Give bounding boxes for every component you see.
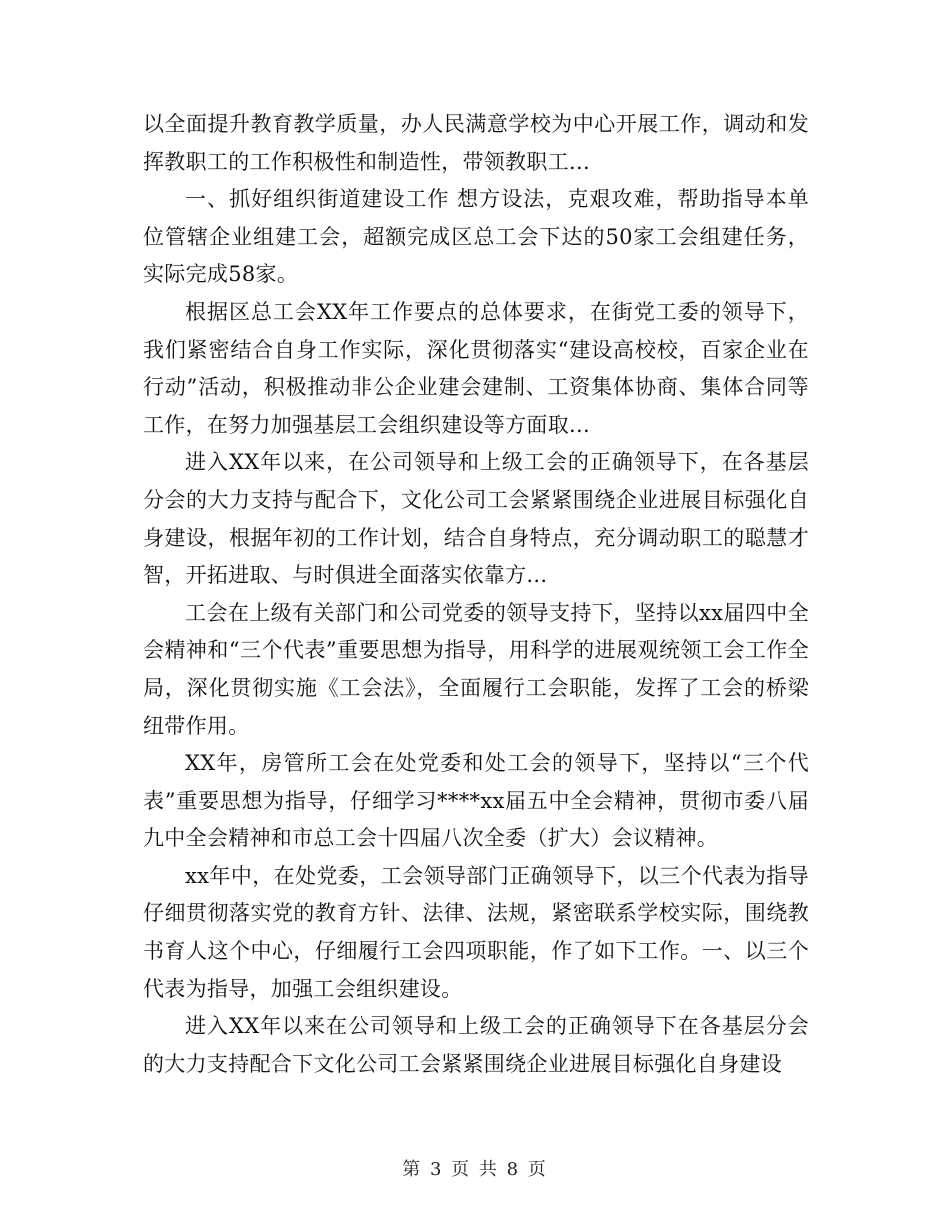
paragraph-2: 一、抓好组织街道建设工作 想方设法，克艰攻难，帮助指导本单位管辖企业组建工会，超额完成区总工会下达的50家工会组建任务，实际完成58家。 bbox=[143, 187, 809, 287]
document-body bbox=[143, 106, 809, 1083]
page-number-footer: 第 3 页 共 8 页 bbox=[402, 1159, 548, 1180]
paragraph-5: 工会在上级有关部门和公司党委的领导支持下，坚持以xx届四中全会精神和“三个代表”重要思想为指导，用科学的进展观统领工会工作全局，深化贯彻实施《工会法》，全面履行工会职能，发挥了工会的桥梁纽带作用。 bbox=[143, 600, 809, 738]
paragraph-8: 进入XX年以来在公司领导和上级工会的正确领导下在各基层分会的大力支持配合下文化公司工会紧紧围绕企业进展目标强化自身建设 bbox=[143, 1014, 809, 1076]
paragraph-4: 进入XX年以来，在公司领导和上级工会的正确领导下，在各基层分会的大力支持与配合下，文化公司工会紧紧围绕企业进展目标强化自身建设，根据年初的工作计划，结合自身特点，充分调动职工的聪慧才智，开拓进取、与时俱进全面落实依靠方... bbox=[143, 450, 809, 588]
paragraph-6: XX年，房管所工会在处党委和处工会的领导下，坚持以“三个代表”重要思想为指导，仔细学习****xx届五中全会精神，贯彻市委八届九中全会精神和市总工会十四届八次全委（扩大）会议精神。 bbox=[143, 751, 809, 851]
paragraph-7: xx年中，在处党委，工会领导部门正确领导下，以三个代表为指导仔细贯彻落实党的教育方针、法律、法规，紧密联系学校实际，围绕教书育人这个中心，仔细履行工会四项职能，作了如下工作。一、以三个代表为指导，加强工会组织建设。 bbox=[143, 863, 809, 1001]
paragraph-1: 以全面提升教育教学质量，办人民满意学校为中心开展工作，调动和发挥教职工的工作积极性和制造性，带领教职工... bbox=[143, 112, 809, 174]
paragraph-3: 根据区总工会XX年工作要点的总体要求，在街党工委的领导下，我们紧密结合自身工作实际，深化贯彻落实“建设高校校，百家企业在行动”活动，积极推动非公企业建会建制、工资集体协商、集体合同等工作，在努力加强基层工会组织建设等方面取... bbox=[143, 299, 809, 437]
